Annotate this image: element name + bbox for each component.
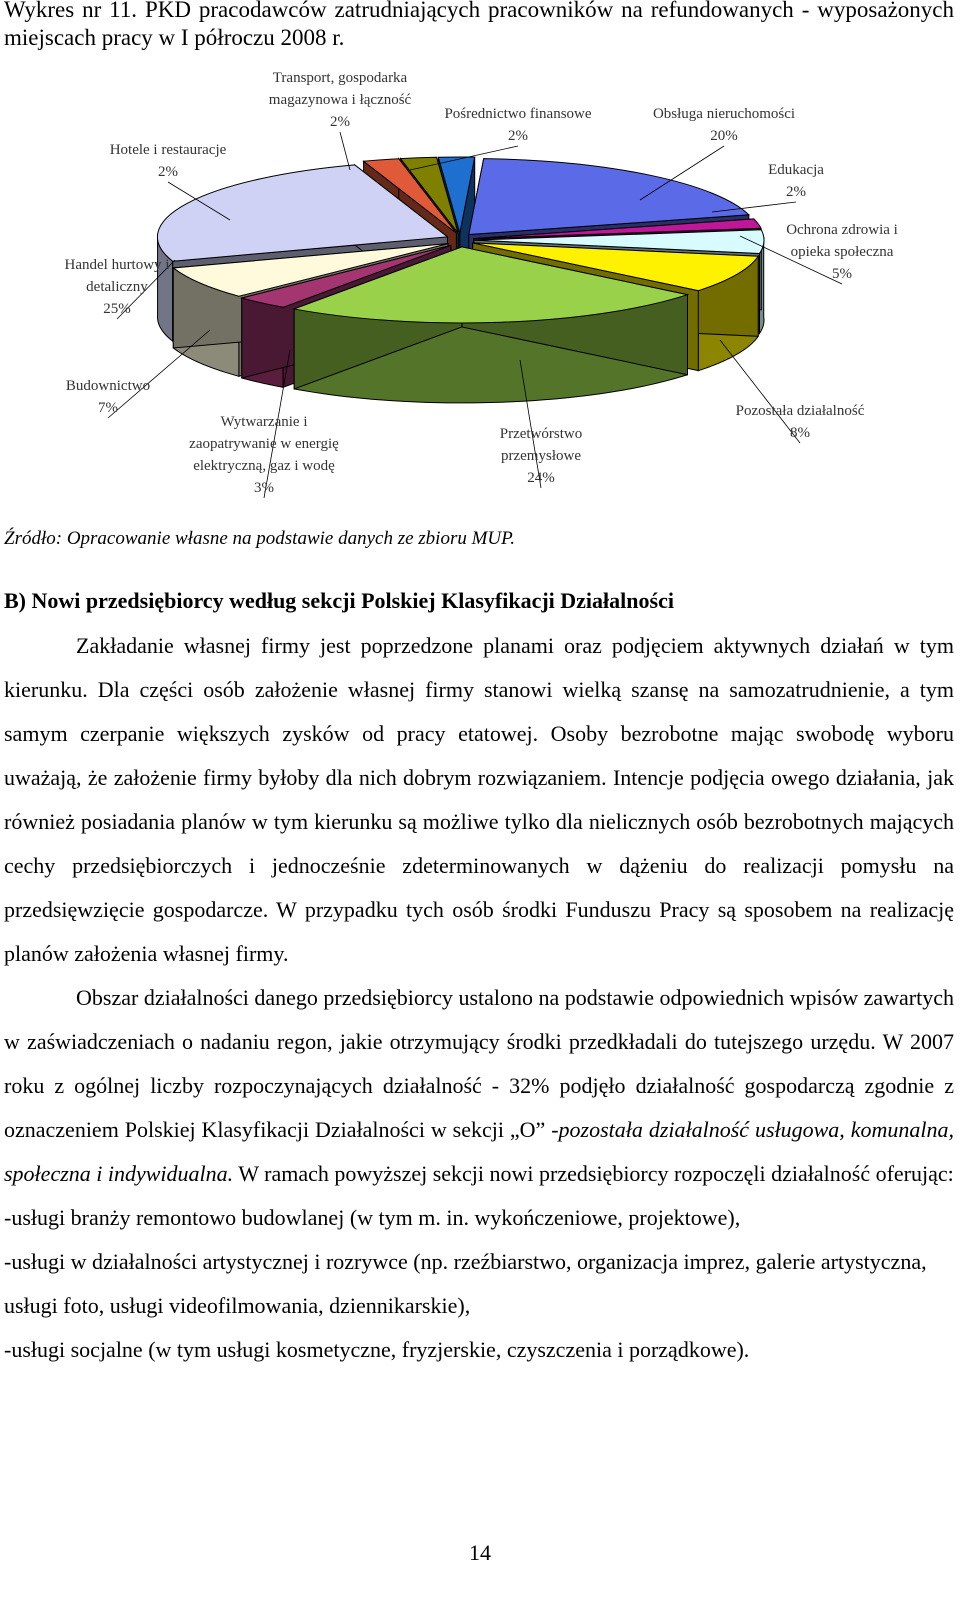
pie-label-7: Wytwarzanie i zaopatrywanie w energię elektryczną, gaz i wodę 3% xyxy=(189,414,339,496)
paragraph-2-part-1: Obszar działalności danego przedsiębiorcy ustalono na podstawie odpowiednich wpisów zawartych w zaświadczeniach o nadaniu regon, jakie otrzymujący środki przedkładali do tutejszego urzędu. W 2007 roku z ogólnej liczby rozpoczynających działalność - 32% podjęło działalność gospodarczą zgodnie z oznaczeniem Polskiej Klasyfikacji Działalności w sekcji „O” xyxy=(4,985,954,1142)
pie-chart xyxy=(0,60,960,520)
paragraph-1: Zakładanie własnej firmy jest poprzedzone planami oraz podjęciem aktywnych działań w tym kierunku. Dla części osób założenie własnej firmy stanowi wielką szansę na samozatrudnienie, a tym samym czerpanie większych zysków od pracy etatowej. Osoby bezrobotne mając swobodę wyboru uważają, że założenie firmy byłoby dla nich dobrym rozwiązaniem. Intencje podjęcia owego działania, jak również posiadania planów w tym kierunku są możliwe tylko dla nielicznych osób bezrobotnych mających cechy przedsiębiorczych i jednocześnie zdeterminowanych w dążeniu do realizacji pomysłu na przedsięwzięcie gospodarcze. W przypadku tych osób środki Funduszu Pracy są sposobem na realizację planów założenia własnej firmy. xyxy=(4,633,954,966)
paragraph-2-italic: -pozostała działalność usługowa, komunalna, społeczna i indywidualna. xyxy=(4,1117,954,1186)
pie-label-3: Edukacja 2% xyxy=(768,162,824,200)
page-number: 14 xyxy=(469,1540,491,1565)
list-item: -usługi w działalności artystycznej i rozrywce (np. rzeźbiarstwo, organizacja imprez, galerie artystyczna, usługi foto, usługi videofilmowania, dziennikarskie), xyxy=(4,1249,927,1318)
pie-label-1: Pośrednictwo finansowe 2% xyxy=(444,106,592,144)
chart-title: Wykres nr 11. PKD pracodawców zatrudniających pracowników na refundowanych - wyposażonych miejscach pracy w I półroczu 2008 r. xyxy=(4,0,954,50)
pie-label-9: Handel hurtowy i detaliczny 25% xyxy=(64,257,170,317)
list-item: -usługi socjalne (w tym usługi kosmetyczne, fryzjerskie, czyszczenia i porządkowe). xyxy=(4,1337,750,1362)
pie-label-6: Przetwórstwo przemysłowe 24% xyxy=(499,426,583,486)
leader-line-5 xyxy=(720,340,800,443)
paragraph-2-part-2: W ramach powyższej sekcji nowi przedsiębiorcy rozpoczęli działalność oferując: xyxy=(233,1161,954,1186)
leader-line-0 xyxy=(340,132,350,170)
leader-line-8 xyxy=(108,330,210,418)
section-heading: B) Nowi przedsiębiorcy według sekcji Polskiej Klasyfikacji Działalności xyxy=(4,588,674,613)
body-text xyxy=(4,624,954,1372)
list-item: -usługi branży remontowo budowlanej (w tym m. in. wykończeniowe, projektowe), xyxy=(4,1205,741,1230)
pie-label-10: Hotele i restauracje 2% xyxy=(109,142,227,180)
paragraph-2 xyxy=(4,976,954,1196)
pie-label-5: Pozostała działalność 8% xyxy=(735,403,865,441)
pie-label-0: Transport, gospodarka magazynowa i łączność 2% xyxy=(268,70,412,130)
pie-label-4: Ochrona zdrowia i opieka społeczna 5% xyxy=(786,222,898,282)
source-note: Źródło: Opracowanie własne na podstawie danych ze zbioru MUP. xyxy=(4,528,516,549)
pie-label-8: Budownictwo 7% xyxy=(65,378,151,416)
pie-label-2: Obsługa nieruchomości 20% xyxy=(652,106,796,144)
